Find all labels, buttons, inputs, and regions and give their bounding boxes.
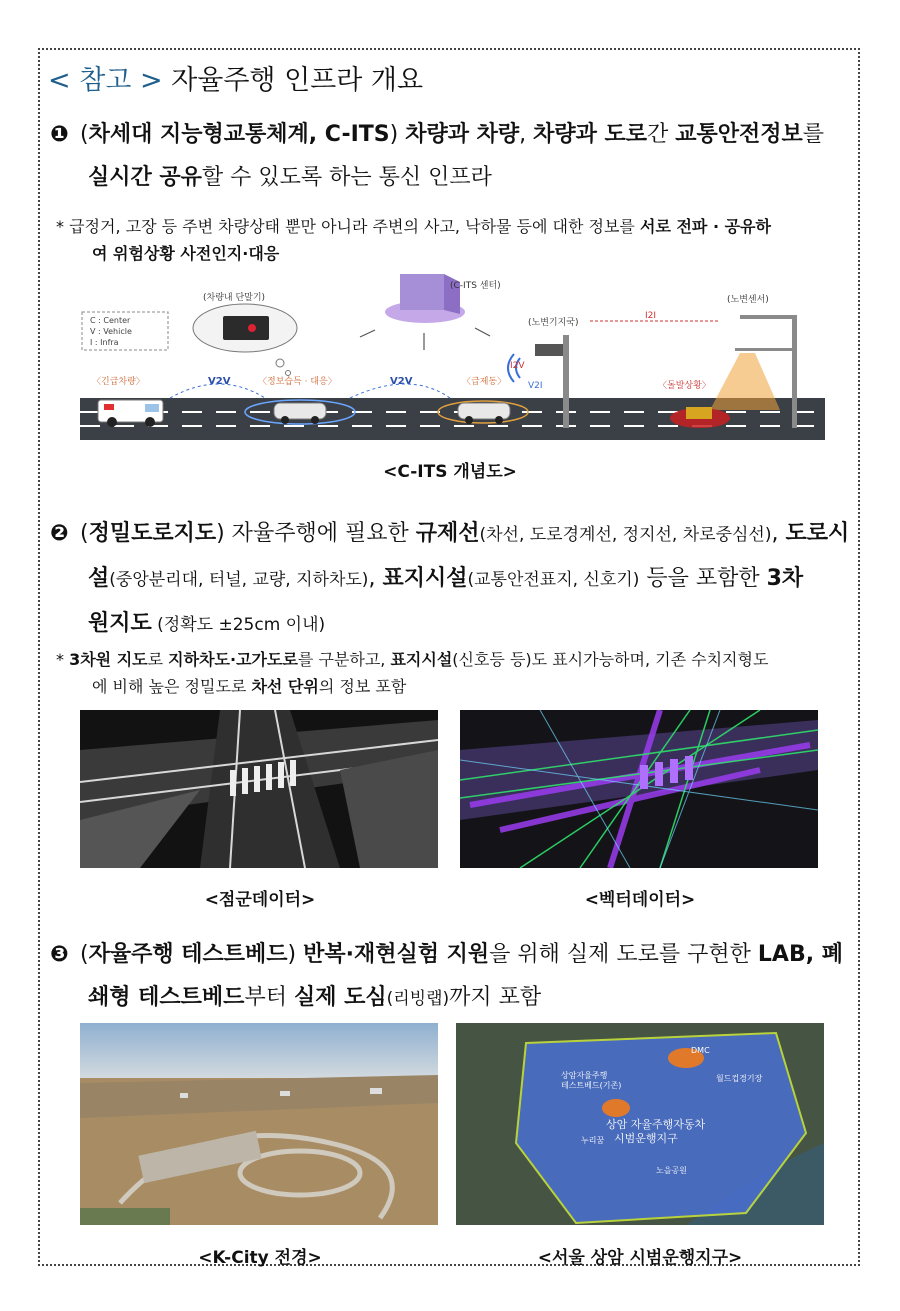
rsu-label: (노변기지국) <box>528 318 579 328</box>
section-2-line-2 <box>50 557 860 602</box>
text-run: 에 비해 높은 정밀도로 <box>92 677 252 696</box>
section-2-marker: ❷ <box>50 521 69 546</box>
text-run: ( <box>80 942 89 967</box>
section-2-note-line-2 <box>56 673 860 700</box>
map-label-sangam-testbed: 상암자율주행 테스트베드(기존) <box>561 1071 622 1090</box>
text-run: 반복·재현실험 지원 <box>303 942 490 967</box>
point-cloud-caption: <점군데이터> <box>204 890 316 910</box>
text-run: 설 <box>88 566 110 591</box>
text-run: ) <box>287 942 304 967</box>
text-run: ) <box>389 122 406 147</box>
text-run: 표지시설 <box>390 650 453 669</box>
text-run: (교통안전표지, 신호기) <box>467 570 640 590</box>
text-run: 등을 포함한 <box>639 566 767 591</box>
map-label-dmc: DMC <box>691 1046 710 1055</box>
text-run: (차선, 도로경계선, 정지선, 차로중심선) <box>479 525 772 545</box>
v2v-label-1: V2V <box>208 376 231 387</box>
text-run: 원지도 <box>88 611 152 636</box>
text-run: 3차 <box>766 566 804 591</box>
section-1-marker: ❶ <box>50 122 69 147</box>
section-1-note <box>56 213 860 267</box>
k-city-caption: <K-City 전경> <box>198 1248 322 1268</box>
text-run: (리빙랩) <box>386 989 450 1009</box>
v2v-label-2: V2V <box>390 376 413 387</box>
text-run: 차량과 차량 <box>405 122 520 147</box>
section-2 <box>50 512 860 647</box>
text-run: 할 수 있도록 하는 통신 인프라 <box>201 165 492 190</box>
section-1-line-1 <box>80 122 824 147</box>
sangam-caption: <서울 상암 시범운행지구> <box>537 1248 743 1268</box>
text-run: 간 <box>647 122 676 147</box>
text-run: 교통안전정보 <box>675 122 803 147</box>
section-2-note <box>56 646 860 700</box>
map-label-noeul-park: 노을공원 <box>656 1166 687 1175</box>
page-title <box>48 58 423 97</box>
text-run: ( <box>80 521 89 546</box>
text-run: 정밀도로지도 <box>88 521 217 546</box>
text-run: , <box>368 566 383 591</box>
map-label-nurikkum: 누리꿈 <box>581 1136 605 1145</box>
text-run: ) 자율주행에 필요한 <box>216 521 416 546</box>
section-2-line-3 <box>50 602 860 647</box>
emergency-vehicle-label: 〈긴급차량〉 <box>92 377 145 387</box>
in-vehicle-terminal-label: (차량내 단말기) <box>203 293 266 303</box>
legend-vehicle: V : Vehicle <box>90 327 132 336</box>
section-1-line-2 <box>50 156 860 199</box>
section-3-line-1 <box>80 942 843 967</box>
text-run: 3차원 지도 <box>69 650 148 669</box>
section-1-note-line-1 <box>69 217 771 236</box>
roadside-sensor-label: (노변센서) <box>727 295 769 305</box>
v2i-label: V2I <box>528 381 543 391</box>
title-text: 자율주행 인프라 개요 <box>171 65 424 96</box>
section-3-line-2 <box>50 976 860 1021</box>
text-run: 지하차도·고가도로 <box>168 650 298 669</box>
section-2-line-1 <box>80 521 849 546</box>
legend-center: C : Center <box>90 316 131 325</box>
text-run: 표지시설 <box>382 566 468 591</box>
text-run: 를 구분하고, <box>297 650 391 669</box>
text-run: 실시간 공유 <box>88 165 202 190</box>
text-run: 를 <box>802 122 825 147</box>
info-receive-label: 〈정보습득 · 대응〉 <box>258 377 337 387</box>
i2v-label: I2V <box>510 361 525 371</box>
sudden-stop-label: 〈급제동〉 <box>462 377 507 387</box>
text-run: 로 <box>147 650 169 669</box>
text-run: (신호등 등)도 표시가능하며, 기존 수치지형도 <box>452 650 769 669</box>
in-vehicle-terminal-cloud <box>193 304 297 376</box>
text-run: 부터 <box>244 985 294 1010</box>
section-3-marker: ❸ <box>50 942 69 967</box>
text-run: 급정거, 고장 등 주변 차량상태 뿐만 아니라 주변의 사고, 낙하물 등에 대한 정보를 <box>69 217 640 236</box>
text-run: 을 위해 실제 도로를 구현한 <box>489 942 758 967</box>
reference-label: < 참고 > <box>48 65 163 96</box>
text-run: 차선 단위 <box>251 677 319 696</box>
text-run: 차량과 도로 <box>533 122 648 147</box>
text-run: 실제 도심 <box>293 985 387 1010</box>
note-star: * <box>56 650 64 669</box>
text-run: 까지 포함 <box>449 985 542 1010</box>
text-run: ( <box>80 122 89 147</box>
text-run: 쇄형 테스트베드 <box>88 985 245 1010</box>
text-run: 차세대 지능형교통체계, C-ITS <box>88 122 390 147</box>
text-run: (중앙분리대, 터널, 교량, 지하차도) <box>109 570 369 590</box>
cits-diagram-caption: <C-ITS 개념도> <box>383 462 517 482</box>
text-run: , <box>519 122 534 147</box>
text-run: 도로시 <box>785 521 850 546</box>
text-run: 여 위험상황 사전인지·대응 <box>92 244 280 263</box>
text-run: LAB, 폐 <box>757 942 843 967</box>
section-2-note-line-1 <box>69 650 768 669</box>
k-city-aerial-image <box>80 1023 438 1225</box>
text-run: 의 정보 포함 <box>318 677 407 696</box>
section-1-note-line-2 <box>56 240 860 267</box>
note-star: * <box>56 217 64 236</box>
text-run: 규제선 <box>415 521 480 546</box>
cits-center-label: (C-ITS 센터) <box>450 281 501 291</box>
legend-infra: I : Infra <box>90 338 119 347</box>
map-label-worldcup: 월드컵경기장 <box>716 1074 763 1083</box>
point-cloud-image <box>80 710 438 868</box>
section-1 <box>50 113 860 199</box>
text-run: , <box>771 521 786 546</box>
section-3 <box>50 933 860 1021</box>
vector-data-caption: <벡터데이터> <box>584 890 696 910</box>
text-run: 자율주행 테스트베드 <box>88 942 288 967</box>
text-run: 서로 전파 · 공유하 <box>639 217 771 236</box>
map-label-pilot-zone: 상암 자율주행자동차 시범운행지구 <box>606 1118 706 1145</box>
vector-data-image <box>460 710 818 868</box>
cits-concept-diagram <box>80 270 825 445</box>
text-run: (정확도 ±25cm 이내) <box>151 615 326 635</box>
incident-label: 〈돌발상황〉 <box>658 381 711 391</box>
i2i-label: I2I <box>645 311 657 321</box>
sangam-district-map <box>456 1023 824 1225</box>
